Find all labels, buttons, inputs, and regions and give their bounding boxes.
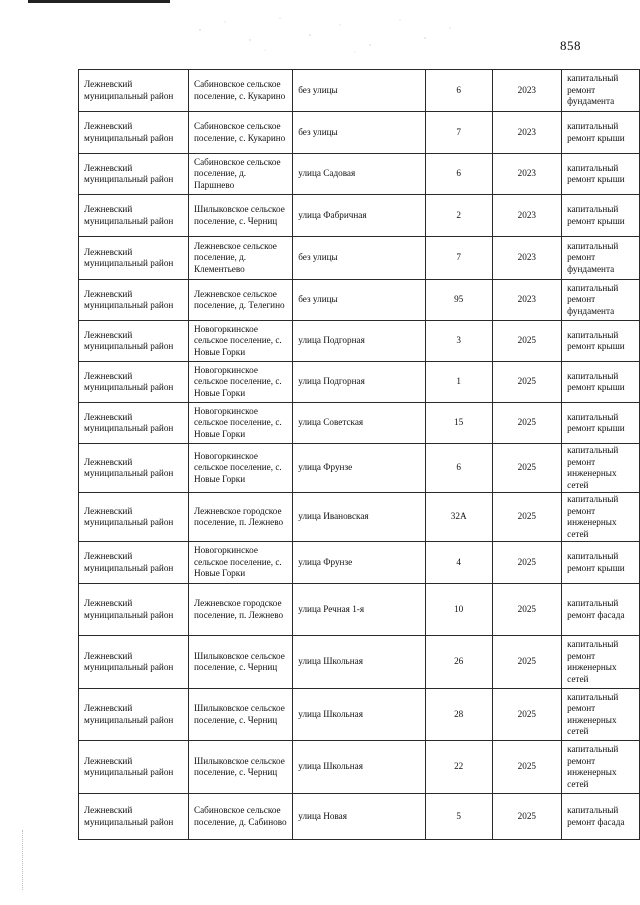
cell-work: капитальный ремонт инженерных сетей: [562, 493, 640, 542]
cell-street: улица Ивановская: [293, 493, 426, 542]
table-row: [79, 689, 640, 741]
cell-year: 2023: [492, 154, 562, 195]
table-row: [79, 403, 640, 444]
cell-settlement: Новогоркинское сельское поселение, с. Новые Горки: [188, 542, 292, 584]
cell-district: Лежневский муниципальный район: [79, 741, 189, 794]
cell-work: капитальный ремонт инженерных сетей: [562, 444, 640, 493]
cell-district: Лежневский муниципальный район: [79, 195, 189, 237]
cell-year: 2025: [492, 741, 562, 794]
cell-year: 2025: [492, 403, 562, 444]
cell-work: капитальный ремонт крыши: [562, 542, 640, 584]
cell-year: 2025: [492, 444, 562, 493]
cell-house: 3: [425, 321, 492, 362]
cell-year: 2025: [492, 542, 562, 584]
cell-district: Лежневский муниципальный район: [79, 154, 189, 195]
page-number: 858: [560, 38, 581, 53]
cell-settlement: Новогоркинское сельское поселение, с. Новые Горки: [188, 321, 292, 362]
cell-settlement: Новогоркинское сельское поселение, с. Новые Горки: [188, 444, 292, 493]
cell-settlement: Сабиновское сельское поселение, д. Паршнево: [188, 154, 292, 195]
table-row: [79, 794, 640, 840]
table-row: [79, 542, 640, 584]
cell-settlement: Лежневское городское поселение, п. Лежнево: [188, 493, 292, 542]
cell-house: 4: [425, 542, 492, 584]
cell-work: капитальный ремонт крыши: [562, 112, 640, 154]
cell-street: улица Фабричная: [293, 195, 426, 237]
cell-settlement: Сабиновское сельское поселение, с. Кукарино: [188, 70, 292, 112]
cell-district: Лежневский муниципальный район: [79, 403, 189, 444]
cell-work: капитальный ремонт инженерных сетей: [562, 636, 640, 689]
cell-year: 2025: [492, 493, 562, 542]
cell-house: 6: [425, 70, 492, 112]
cell-year: 2025: [492, 689, 562, 741]
housing-repair-table: [78, 69, 640, 840]
cell-work: капитальный ремонт крыши: [562, 403, 640, 444]
cell-house: 7: [425, 112, 492, 154]
cell-year: 2025: [492, 794, 562, 840]
cell-house: 1: [425, 362, 492, 403]
table-row: [79, 112, 640, 154]
cell-settlement: Лежневское сельское поселение, д. Телегино: [188, 280, 292, 321]
cell-house: 22: [425, 741, 492, 794]
cell-work: капитальный ремонт крыши: [562, 362, 640, 403]
cell-work: капитальный ремонт фундамента: [562, 280, 640, 321]
table-row: [79, 237, 640, 280]
cell-district: Лежневский муниципальный район: [79, 794, 189, 840]
table-row: [79, 584, 640, 636]
cell-district: Лежневский муниципальный район: [79, 362, 189, 403]
margin-marks: [22, 830, 25, 890]
cell-year: 2025: [492, 362, 562, 403]
table-row: [79, 741, 640, 794]
cell-year: 2023: [492, 237, 562, 280]
table-row: [79, 362, 640, 403]
cell-work: капитальный ремонт фасада: [562, 794, 640, 840]
cell-district: Лежневский муниципальный район: [79, 321, 189, 362]
table-row: [79, 444, 640, 493]
cell-settlement: Новогоркинское сельское поселение, с. Новые Горки: [188, 403, 292, 444]
cell-house: 5: [425, 794, 492, 840]
cell-year: 2023: [492, 195, 562, 237]
cell-house: 32А: [425, 493, 492, 542]
cell-street: улица Школьная: [293, 636, 426, 689]
table-row: [79, 280, 640, 321]
cell-work: капитальный ремонт инженерных сетей: [562, 689, 640, 741]
cell-street: улица Школьная: [293, 689, 426, 741]
cell-year: 2025: [492, 636, 562, 689]
cell-settlement: Шилыковское сельское поселение, с. Черниц: [188, 195, 292, 237]
cell-street: улица Садовая: [293, 154, 426, 195]
table-row: [79, 154, 640, 195]
cell-district: Лежневский муниципальный район: [79, 542, 189, 584]
cell-work: капитальный ремонт фундамента: [562, 70, 640, 112]
cell-settlement: Лежневское сельское поселение, д. Клементьево: [188, 237, 292, 280]
cell-settlement: Шилыковское сельское поселение, с. Черниц: [188, 741, 292, 794]
table-row: [79, 70, 640, 112]
cell-house: 6: [425, 444, 492, 493]
cell-settlement: Шилыковское сельское поселение, с. Черниц: [188, 636, 292, 689]
cell-settlement: Сабиновское сельское поселение, с. Кукарино: [188, 112, 292, 154]
scan-noise: [170, 10, 470, 58]
table-row: [79, 493, 640, 542]
cell-house: 15: [425, 403, 492, 444]
cell-district: Лежневский муниципальный район: [79, 444, 189, 493]
table-body: [79, 70, 640, 840]
cell-street: без улицы: [293, 112, 426, 154]
cell-year: 2023: [492, 112, 562, 154]
cell-district: Лежневский муниципальный район: [79, 112, 189, 154]
cell-house: 28: [425, 689, 492, 741]
cell-street: без улицы: [293, 70, 426, 112]
cell-street: улица Фрунзе: [293, 444, 426, 493]
cell-district: Лежневский муниципальный район: [79, 689, 189, 741]
cell-work: капитальный ремонт крыши: [562, 195, 640, 237]
table-row: [79, 636, 640, 689]
cell-house: 26: [425, 636, 492, 689]
cell-street: улица Фрунзе: [293, 542, 426, 584]
cell-street: без улицы: [293, 237, 426, 280]
cell-district: Лежневский муниципальный район: [79, 636, 189, 689]
cell-year: 2025: [492, 584, 562, 636]
cell-district: Лежневский муниципальный район: [79, 70, 189, 112]
cell-work: капитальный ремонт фундамента: [562, 237, 640, 280]
cell-settlement: Лежневское городское поселение, п. Лежнево: [188, 584, 292, 636]
cell-street: улица Новая: [293, 794, 426, 840]
cell-street: улица Школьная: [293, 741, 426, 794]
cell-street: улица Подгорная: [293, 362, 426, 403]
cell-year: 2023: [492, 280, 562, 321]
cell-settlement: Новогоркинское сельское поселение, с. Новые Горки: [188, 362, 292, 403]
cell-work: капитальный ремонт инженерных сетей: [562, 741, 640, 794]
cell-district: Лежневский муниципальный район: [79, 280, 189, 321]
cell-work: капитальный ремонт фасада: [562, 584, 640, 636]
cell-house: 10: [425, 584, 492, 636]
cell-work: капитальный ремонт крыши: [562, 154, 640, 195]
cell-year: 2023: [492, 70, 562, 112]
cell-house: 95: [425, 280, 492, 321]
table-row: [79, 195, 640, 237]
cell-street: улица Подгорная: [293, 321, 426, 362]
cell-house: 7: [425, 237, 492, 280]
cell-street: улица Речная 1-я: [293, 584, 426, 636]
cell-street: улица Советская: [293, 403, 426, 444]
cell-district: Лежневский муниципальный район: [79, 237, 189, 280]
cell-settlement: Сабиновское сельское поселение, д. Сабиново: [188, 794, 292, 840]
cell-settlement: Шилыковское сельское поселение, с. Черниц: [188, 689, 292, 741]
top-rule: [28, 0, 170, 3]
table-row: [79, 321, 640, 362]
cell-house: 2: [425, 195, 492, 237]
cell-house: 6: [425, 154, 492, 195]
cell-district: Лежневский муниципальный район: [79, 493, 189, 542]
cell-street: без улицы: [293, 280, 426, 321]
cell-district: Лежневский муниципальный район: [79, 584, 189, 636]
cell-work: капитальный ремонт крыши: [562, 321, 640, 362]
cell-year: 2025: [492, 321, 562, 362]
